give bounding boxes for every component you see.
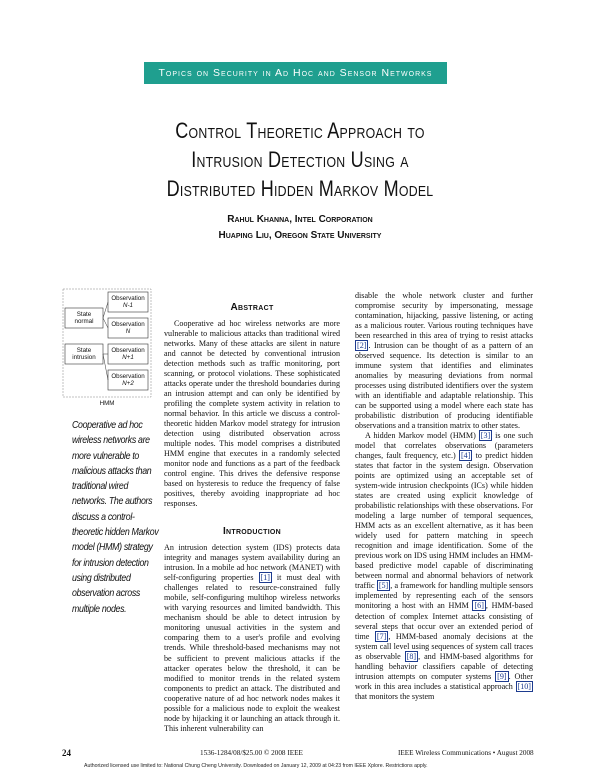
title-line-2: Intrusion Detection Using a (191, 147, 409, 172)
right-text-1b: . Intrusion can be thought of as a pattern of an observed sequence. Its detection is similar to an immune system that identifies and eliminates anomalies by measuring deviations from normal processes using distributed identifiers over the system with an identifiable and adaptable relationship. This can be supported using a model where each state has probabilistic distribution of producing identifiable observations and a transition matrix to other states. (355, 341, 533, 431)
obs-label-3 (108, 347, 148, 361)
obs-label-2 (108, 321, 148, 335)
obs-label-4 (108, 373, 148, 387)
right-text-2h: . Other work in this area includes a statistical approach (355, 671, 533, 691)
title-line-3: Distributed Hidden Markov Model (166, 176, 434, 201)
authors (150, 212, 450, 244)
license-notice: Authorized licensed use limited to: National Chung Cheng University. Downloaded on January 12, 2009 at 04:23 from IEEE Xplore. Restrictions apply. (84, 763, 428, 769)
state-2-text: State (76, 347, 92, 354)
right-text-2c: to predict hidden states that factor in the system design. Observation points are optimized using an acceptable set of system-wide intrusion checkpoints (ICs) while hidden states are created using explicit knowledge of probabilistic relationships with these observations. For modeling a large number of temporal sequences, HMM acts as an excellent alternative, as it has been widely used for pattern matching in speech recognition and image identification. Some of the previous work on IDS using HMM includes an HMM-based predictive model capable of discriminating between normal and abnormal behaviors of network traffic (355, 451, 533, 591)
citation-link-10[interactable]: [10] (517, 681, 531, 691)
abstract-text: Cooperative ad hoc wireless networks are more vulnerable to malicious attacks than traditional wired networks. Many of these attacks are silent in nature and cannot be detected by conventional intrusion detection methods such as traffic monitoring, port scanning, or protocol violations. These sophisticated attacks operate under the threshold boundaries during an intrusion attempt and can only be identified by profiling the complete system activity in relation to normal behavior. In this article we discuss a control-theoretic hidden Markov model strategy for intrusion detection using distributed observation across multiple nodes. This model comprises a distributed HMM engine that executes in a randomly selected monitor node and functions as a part of the feedback control engine. This drives the defensive response based on hysteresis to reduce the frequency of false positives, thereby avoiding inappropriate ad hoc responses. (164, 319, 340, 509)
right-text-2d: , a framework for handling multiple sensors implemented by representing each of the sensors monitoring a host with an HMM (355, 581, 533, 611)
obs-label-1 (108, 295, 148, 309)
title-line-1: Control Theoretic Approach to (175, 118, 425, 143)
right-text-2g: , and HMM-based algorithms for handling behavior classifiers capable of detecting intrusion attempts on computer systems (355, 651, 533, 681)
page-number: 24 (62, 748, 71, 758)
obs-2-text: Observation (111, 321, 145, 328)
obs-4-index: N+2 (122, 380, 134, 387)
citation-link-8[interactable]: [8] (406, 651, 417, 661)
right-text-2i: that monitors the system (355, 691, 435, 701)
obs-1-index: N-1 (123, 302, 133, 309)
right-paragraph-2 (355, 431, 533, 701)
left-column (164, 303, 340, 734)
figure-caption: Cooperative ad hoc wireless networks are more vulnerable to malicious attacks than traditional wired networks. The authors discuss a control-theoretic hidden Markov model (HMM) strategy for intrusion detection using distributed observation across multiple nodes. (72, 419, 159, 615)
right-text-2e: , HMM-based detection of complex Internet attacks consisting of several steps that occur over an extended period of time (355, 601, 533, 641)
journal-line: IEEE Wireless Communications • August 2008 (398, 749, 534, 757)
right-text-1a: disable the whole network cluster and further compromise security by impersonating, message contamination, hijacking, passive listening, or acting as a malicious router. Various routing techniques have been researched in this area of trying to resist attacks (355, 291, 533, 341)
right-text-2b: is one such model that correlates observations (parameters changes, fault frequency, etc.) (355, 431, 534, 461)
author-line-2: Huaping Liu, Oregon State University (218, 230, 382, 241)
intro-text-b: it must deal with challenges related to resource-constrained fully mobile, self-configuring multihop wireless networks with varying resources and limited bandwidth. This mechanism should be able to detect intrusion by monitoring unusual activities in the system and comparing them to a user's profile and evolving trends. While threshold-based mechanisms may not be sufficient to prevent malicious attacks if the attacker operates below the threshold, it can be modified to monitor trends in the related system components to predict an attack. The distributed and cooperative nature of ad hoc network nodes makes it possible for a malicious node to exploit the weakest node by hijacking it or launching an attack through it. This inherent vulnerability can (164, 573, 341, 733)
obs-1-text: Observation (111, 295, 145, 302)
citation-link-2[interactable]: [2] (357, 341, 367, 351)
citation-link-9[interactable]: [9] (497, 671, 507, 681)
citation-link-6[interactable]: [6] (474, 601, 484, 611)
right-column (355, 291, 533, 702)
state-1-text: State (76, 311, 92, 318)
obs-3-text: Observation (111, 347, 145, 354)
abstract-heading: Abstract (230, 302, 274, 313)
hmm-diagram (62, 288, 152, 412)
right-paragraph-1 (355, 291, 533, 431)
citation-link-3[interactable]: [3] (480, 431, 491, 441)
state-2-name: intrusion (72, 354, 96, 361)
intro-paragraph (164, 543, 340, 733)
citation-link-4[interactable]: [4] (460, 451, 471, 461)
paper-title (103, 116, 497, 203)
state-normal-label (65, 311, 103, 325)
obs-3-index: N+1 (122, 354, 134, 361)
right-text-2f: , HMM-based anomaly decisions at the system call level using sequences of system call traces as observable (355, 631, 533, 661)
author-line-1: Rahul Khanna, Intel Corporation (227, 214, 373, 225)
state-1-name: normal (74, 318, 94, 325)
introduction-heading: Introduction (222, 526, 282, 538)
obs-2-index: N (125, 328, 131, 335)
issn-line: 1536-1284/08/$25.00 © 2008 IEEE (200, 749, 303, 757)
citation-link-1[interactable]: [1] (260, 573, 270, 583)
obs-4-text: Observation (111, 373, 145, 380)
citation-link-5[interactable]: [5] (378, 581, 389, 591)
hmm-label: HMM (99, 400, 115, 407)
section-banner: Topics on Security in Ad Hoc and Sensor Networks (144, 62, 447, 84)
right-text-2a: A hidden Markov model (HMM) (365, 431, 479, 441)
intro-text-a: An intrusion detection system (IDS) protects data integrity and manages system availability during an intrusion. In a mobile ad hoc network (MANET) with self-configuring properties (164, 543, 340, 583)
citation-link-7[interactable]: [7] (376, 631, 387, 641)
state-intrusion-label (65, 347, 103, 361)
